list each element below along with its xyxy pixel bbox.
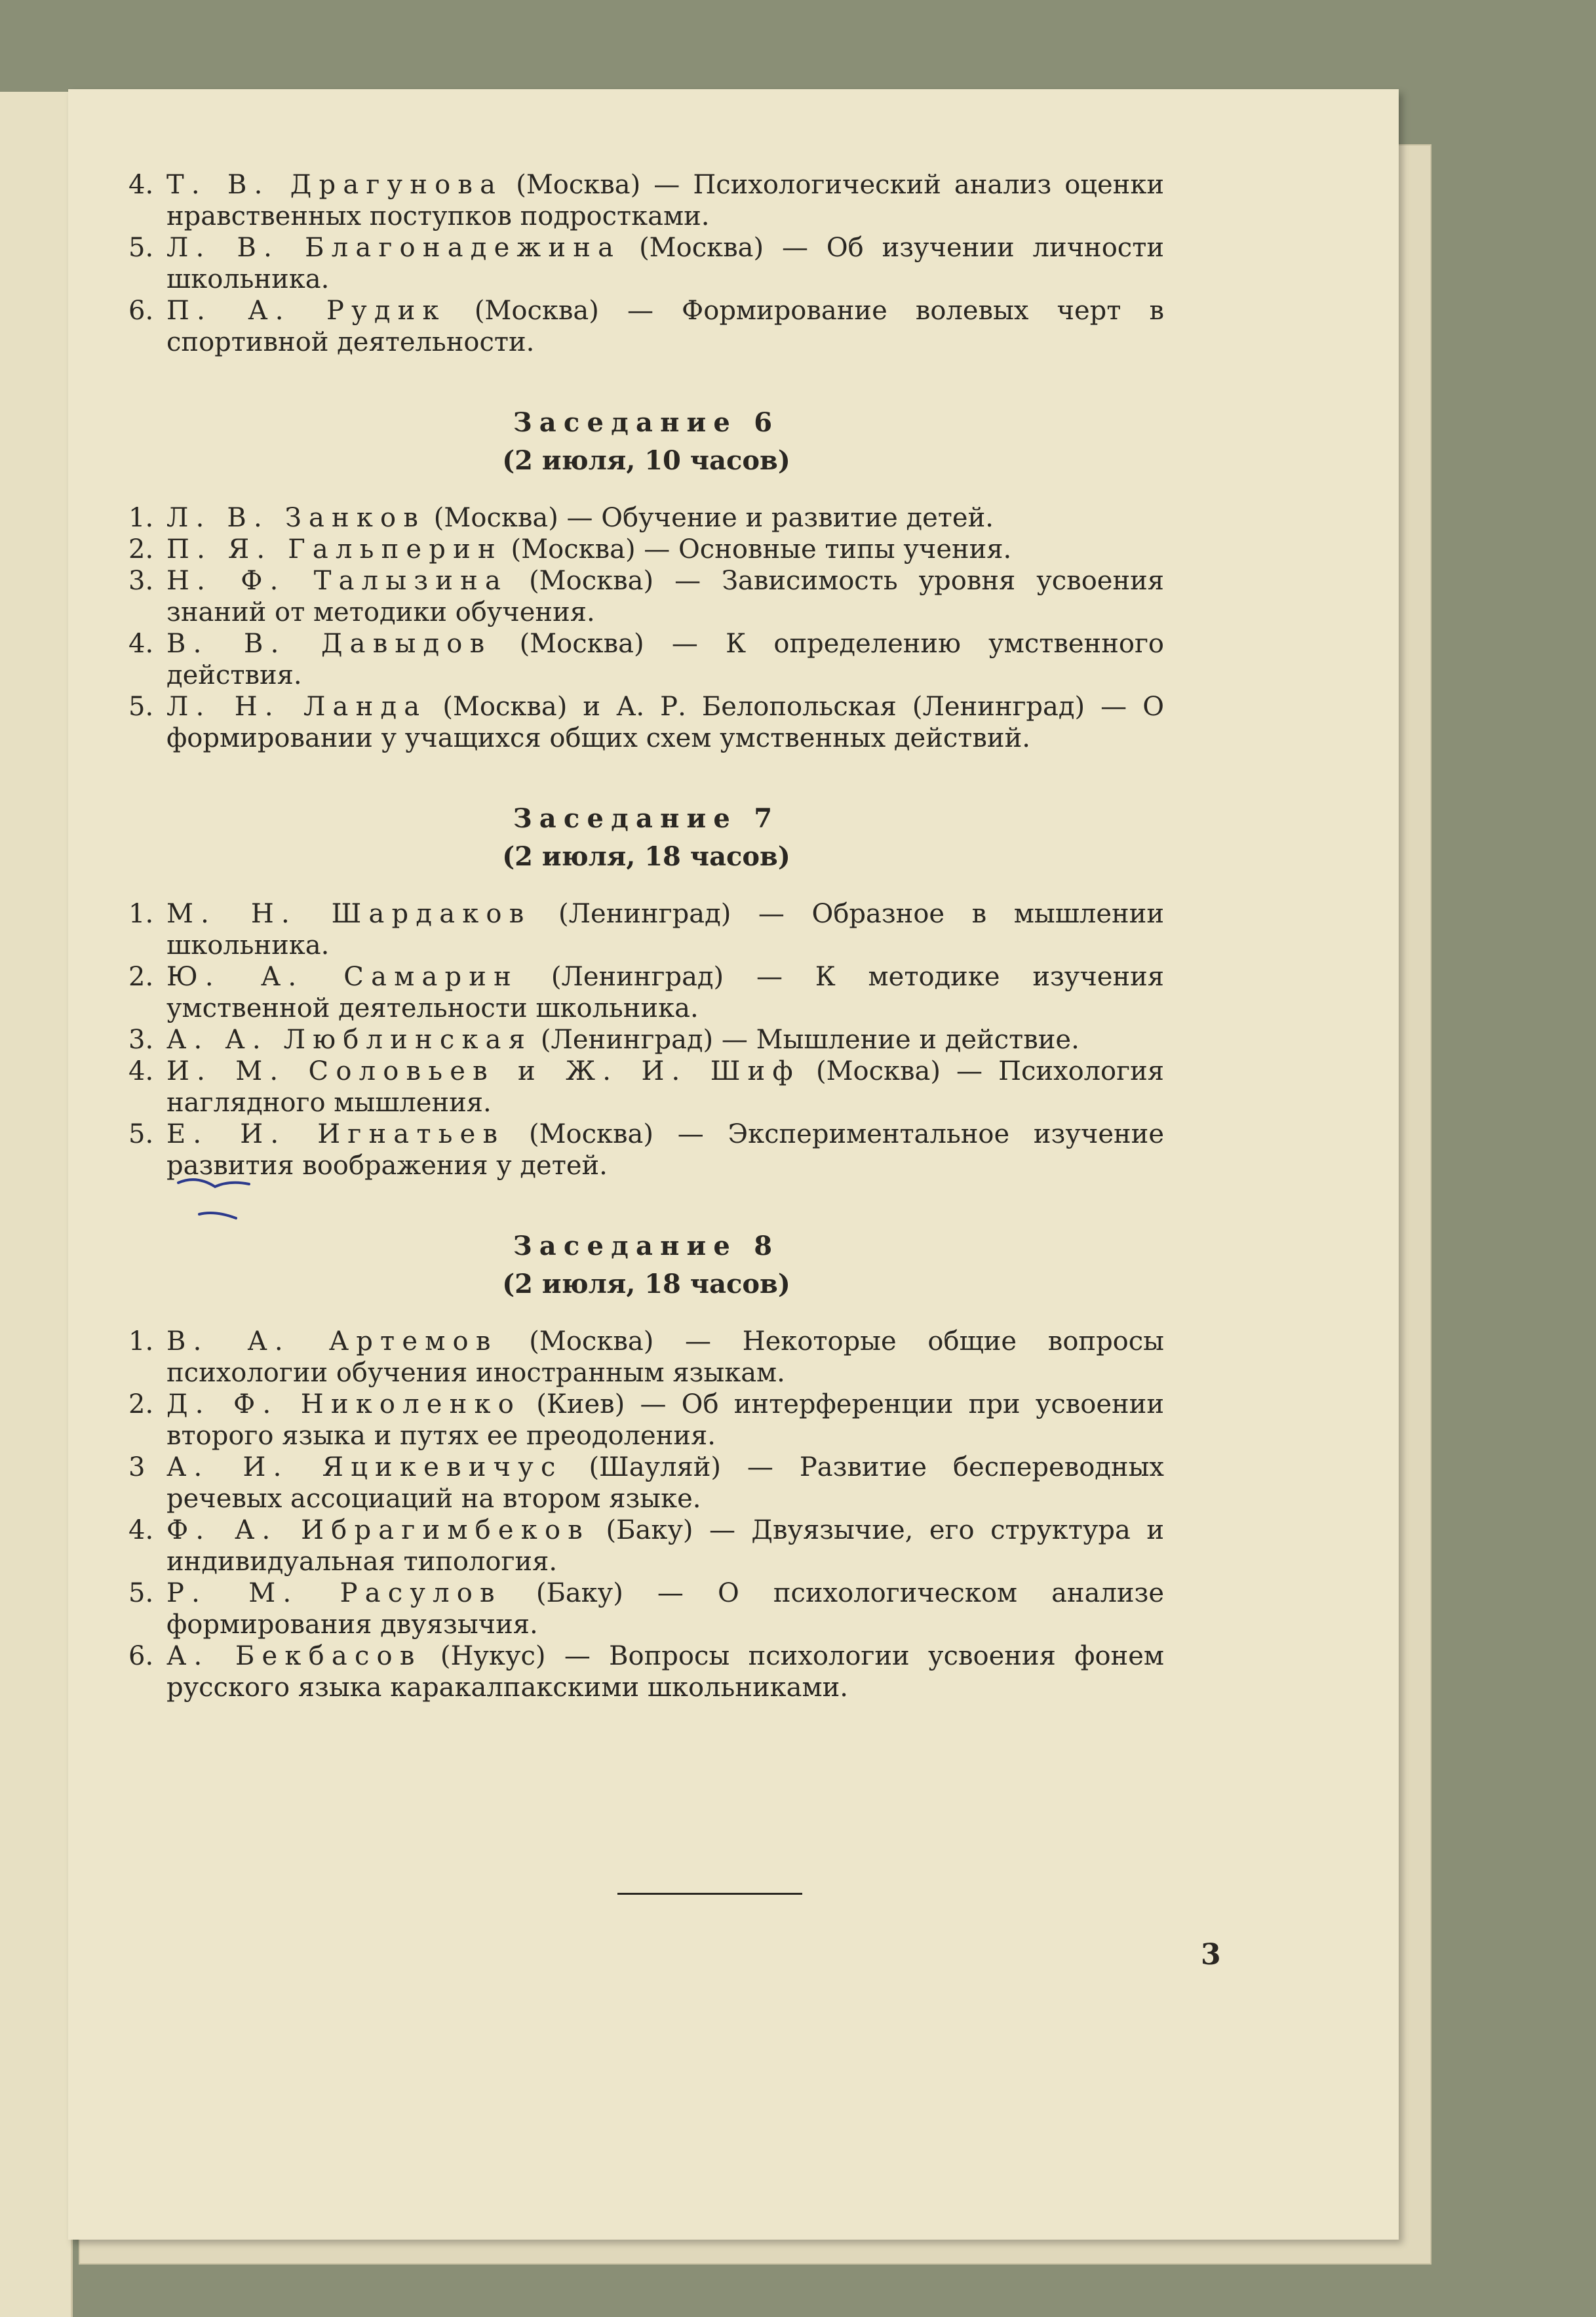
session-6-list xyxy=(128,502,1164,754)
speaker-name: Ф. А. Ибрагимбеков xyxy=(166,1515,590,1545)
item-text xyxy=(166,1119,1164,1181)
item-number: 5. xyxy=(128,1578,154,1608)
speaker-name: П. А. Рудик xyxy=(166,296,446,326)
left-page-edge xyxy=(0,92,73,2317)
list-item xyxy=(128,961,1164,1024)
session-7-list xyxy=(128,898,1164,1181)
item-number: 3. xyxy=(128,566,154,596)
item-text xyxy=(166,534,1164,565)
talk-title: (Киев) — Об интерференции при усвоении второго языка и путях ее преодоления. xyxy=(166,1389,1164,1451)
closing-rule xyxy=(617,1893,802,1895)
item-text xyxy=(166,898,1164,961)
list-item xyxy=(128,628,1164,691)
item-number: 6. xyxy=(128,296,154,326)
speaker-name: Н. Ф. Талызина xyxy=(166,566,509,596)
talk-title: (Нукус) — Вопросы психологии усвоения фонем русского языка каракалпакскими школьниками. xyxy=(166,1641,1164,1703)
speaker-name: Р. М. Расулов xyxy=(166,1578,502,1608)
session-time: (2 июля, 18 часов) xyxy=(502,1269,790,1299)
talk-title: (Москва) — Психология наглядного мышления. xyxy=(166,1056,1164,1118)
talk-title: (Москва) — К определению умственного действия. xyxy=(166,629,1164,690)
list-item xyxy=(128,565,1164,628)
talk-title: (Ленинград) — Мышление и действие. xyxy=(532,1025,1080,1055)
session-title: Заседание 7 xyxy=(513,803,780,834)
talk-title: (Ленинград) — Образное в мышлении школьника. xyxy=(166,899,1164,960)
speaker-name: П. Я. Гальперин xyxy=(166,534,503,564)
list-item xyxy=(128,1326,1164,1389)
talk-title: (Москва) — Психологический анализ оценки нравственных поступков подростками. xyxy=(166,170,1164,231)
item-text xyxy=(166,1577,1164,1640)
speaker-name: И. М. Соловьев и Ж. И. Шиф xyxy=(166,1056,800,1086)
item-number: 2. xyxy=(128,534,154,564)
item-number: 2. xyxy=(128,1389,154,1419)
list-item xyxy=(128,295,1164,358)
list-item xyxy=(128,1640,1164,1703)
item-number: 1. xyxy=(128,1326,154,1357)
item-number: 4. xyxy=(128,629,154,659)
program-content xyxy=(128,169,1164,1703)
talk-title: (Баку) — О психологическом анализе формирования двуязычия. xyxy=(166,1578,1164,1640)
item-number: 5. xyxy=(128,1119,154,1149)
speaker-name: А. Бекбасов xyxy=(166,1641,422,1671)
item-number: 3 xyxy=(128,1452,146,1482)
item-number: 1. xyxy=(128,899,154,929)
list-item xyxy=(128,1119,1164,1181)
session-heading xyxy=(128,800,1164,876)
speaker-name: В. А. Артемов xyxy=(166,1326,498,1357)
list-item xyxy=(128,1452,1164,1515)
item-number: 4. xyxy=(128,1515,154,1545)
talk-title: (Ленинград) — К методике изучения умственной деятельности школьника. xyxy=(166,962,1165,1023)
item-text xyxy=(166,961,1164,1024)
speaker-name: Е. И. Игнатьев xyxy=(166,1119,505,1149)
speaker-name: Д. Ф. Николенко xyxy=(166,1389,522,1419)
item-text xyxy=(166,169,1164,232)
list-item xyxy=(128,1389,1164,1452)
list-item xyxy=(128,1515,1164,1577)
item-text xyxy=(166,1056,1164,1119)
list-item xyxy=(128,1024,1164,1056)
item-text xyxy=(166,1640,1164,1703)
item-number: 4. xyxy=(128,170,154,200)
session-title: Заседание 8 xyxy=(513,1231,780,1261)
session-time: (2 июля, 18 часов) xyxy=(502,841,790,872)
list-item xyxy=(128,898,1164,961)
list-item xyxy=(128,1577,1164,1640)
session-time: (2 июля, 10 часов) xyxy=(502,445,790,476)
item-text xyxy=(166,565,1164,628)
item-number: 2. xyxy=(128,962,154,992)
item-text xyxy=(166,1389,1164,1452)
session-heading xyxy=(128,404,1164,480)
item-text xyxy=(166,1452,1164,1515)
item-text xyxy=(166,691,1164,754)
list-item xyxy=(128,232,1164,295)
talk-title: (Москва) — Экспериментальное изучение развития воображения у детей. xyxy=(166,1119,1164,1181)
item-text xyxy=(166,1024,1164,1056)
talk-title: (Шауляй) — Развитие беспереводных речевых ассоциаций на втором языке. xyxy=(166,1452,1164,1514)
talk-title: (Москва) — Обучение и развитие детей. xyxy=(425,503,994,533)
session-heading xyxy=(128,1227,1164,1303)
item-number: 5. xyxy=(128,233,154,263)
list-item xyxy=(128,502,1164,534)
speaker-name: М. Н. Шардаков xyxy=(166,899,532,929)
item-number: 1. xyxy=(128,503,154,533)
page-number: 3 xyxy=(1201,1938,1221,1971)
item-number: 5. xyxy=(128,692,154,722)
item-number: 4. xyxy=(128,1056,154,1086)
item-text xyxy=(166,1326,1164,1389)
item-number: 3. xyxy=(128,1025,154,1055)
speaker-name: Л. Н. Ланда xyxy=(166,692,427,722)
session-5-continuation xyxy=(128,169,1164,358)
item-text xyxy=(166,295,1164,358)
talk-title: (Москва) — Об изучении личности школьника. xyxy=(166,233,1164,294)
speaker-name: Т. В. Драгунова xyxy=(166,170,503,200)
item-text xyxy=(166,1515,1164,1577)
item-text xyxy=(166,502,1164,534)
session-8-list xyxy=(128,1326,1164,1703)
session-title: Заседание 6 xyxy=(513,407,780,438)
talk-title: (Москва) — Зависимость уровня усвоения знаний от методики обучения. xyxy=(166,566,1164,627)
speaker-name: А. И. Яцикевичус xyxy=(166,1452,563,1482)
talk-title: (Москва) — Некоторые общие вопросы психологии обучения иностранным языкам. xyxy=(166,1326,1164,1388)
list-item xyxy=(128,534,1164,565)
talk-title: (Баку) — Двуязычие, его структура и индивидуальная типология. xyxy=(166,1515,1164,1577)
list-item xyxy=(128,169,1164,232)
item-number: 6. xyxy=(128,1641,154,1671)
talk-title: (Москва) и А. Р. Белопольская (Ленинград) — О формировании у учащихся общих схем умственных действий. xyxy=(166,692,1164,753)
list-item xyxy=(128,1056,1164,1119)
pen-underline-mark xyxy=(177,1167,256,1233)
talk-title: (Москва) — Формирование волевых черт в спортивной деятельности. xyxy=(166,296,1164,357)
speaker-name: Л. В. Благонадежина xyxy=(166,233,621,263)
speaker-name: Л. В. Занков xyxy=(166,503,426,533)
speaker-name: Ю. А. Самарин xyxy=(166,962,519,992)
talk-title: (Москва) — Основные типы учения. xyxy=(502,534,1012,564)
list-item xyxy=(128,691,1164,754)
speaker-name: А. А. Люблинская xyxy=(166,1025,533,1055)
item-text xyxy=(166,232,1164,295)
item-text xyxy=(166,628,1164,691)
speaker-name: В. В. Давыдов xyxy=(166,629,492,659)
